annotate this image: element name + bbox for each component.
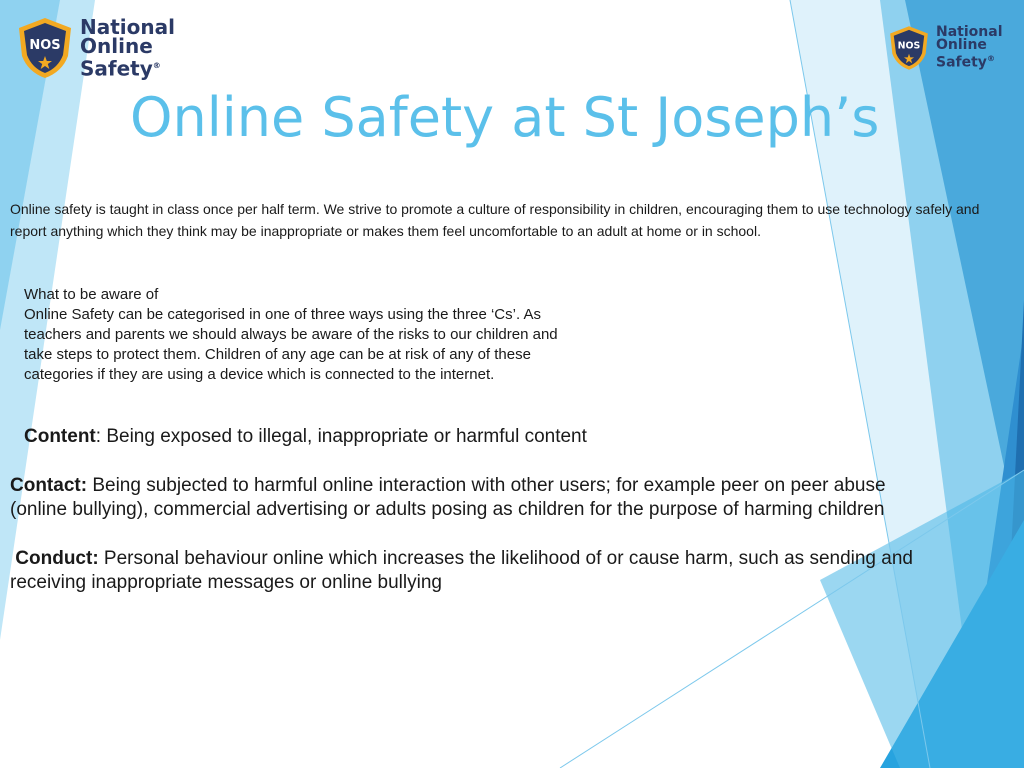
logo-line-national: National (936, 24, 1003, 41)
aware-line: teachers and parents we should always be aware of the risks to our children and (24, 326, 558, 343)
logo-line-safety: Safety (80, 56, 153, 81)
aware-line: categories if they are using a device which is connected to the internet. (24, 366, 495, 383)
national-online-safety-logo-right (888, 24, 1003, 72)
category-content (24, 425, 724, 449)
category-conduct-label: Conduct: (15, 548, 99, 569)
aware-heading: What to be aware of (24, 286, 159, 303)
category-conduct (10, 547, 1010, 595)
registered-mark: ® (152, 60, 161, 70)
logo-wordmark (936, 26, 1003, 70)
category-contact-label: Contact: (10, 475, 88, 496)
intro-paragraph: Online safety is taught in class once per half term. We strive to promote a culture of responsibility in children, encouraging them to use technology safely and report anything which they think may be inappropriate or makes them feel uncomfortable to an adult at home or in school. (10, 201, 980, 239)
svg-text:NOS: NOS (29, 38, 61, 53)
logo-line-safety: Safety (936, 54, 987, 71)
category-contact-text-line2: (online bullying), commercial advertising or adults posing as children for the purpose of harming children (10, 499, 885, 520)
nos-shield-icon (16, 16, 74, 80)
category-conduct-text-line2: receiving inappropriate messages or online bullying (10, 572, 442, 593)
logo-line-online: Online (936, 37, 987, 54)
category-contact-text: Being subjected to harmful online interaction with other users; for example peer on peer abuse (87, 475, 886, 496)
category-contact (10, 474, 1010, 522)
category-content-label: Content (24, 426, 96, 447)
logo-line-online: Online (80, 33, 153, 58)
aware-line: Online Safety can be categorised in one of three ways using the three ‘Cs’. As (24, 306, 541, 323)
page-title: Online Safety at St Joseph’s (130, 86, 880, 149)
aware-line: take steps to protect them. Children of any age can be at risk of any of these (24, 346, 531, 363)
aware-section (24, 285, 644, 385)
registered-mark: ® (986, 54, 995, 64)
category-content-text: : Being exposed to illegal, inappropriate or harmful content (95, 426, 587, 447)
svg-text:NOS: NOS (897, 40, 921, 52)
category-conduct-text: Personal behaviour online which increases the likelihood of or cause harm, such as sending and (98, 548, 913, 569)
logo-wordmark (80, 14, 175, 81)
nos-shield-icon (888, 24, 930, 72)
logo-line-national: National (80, 14, 175, 39)
national-online-safety-logo (16, 16, 175, 80)
